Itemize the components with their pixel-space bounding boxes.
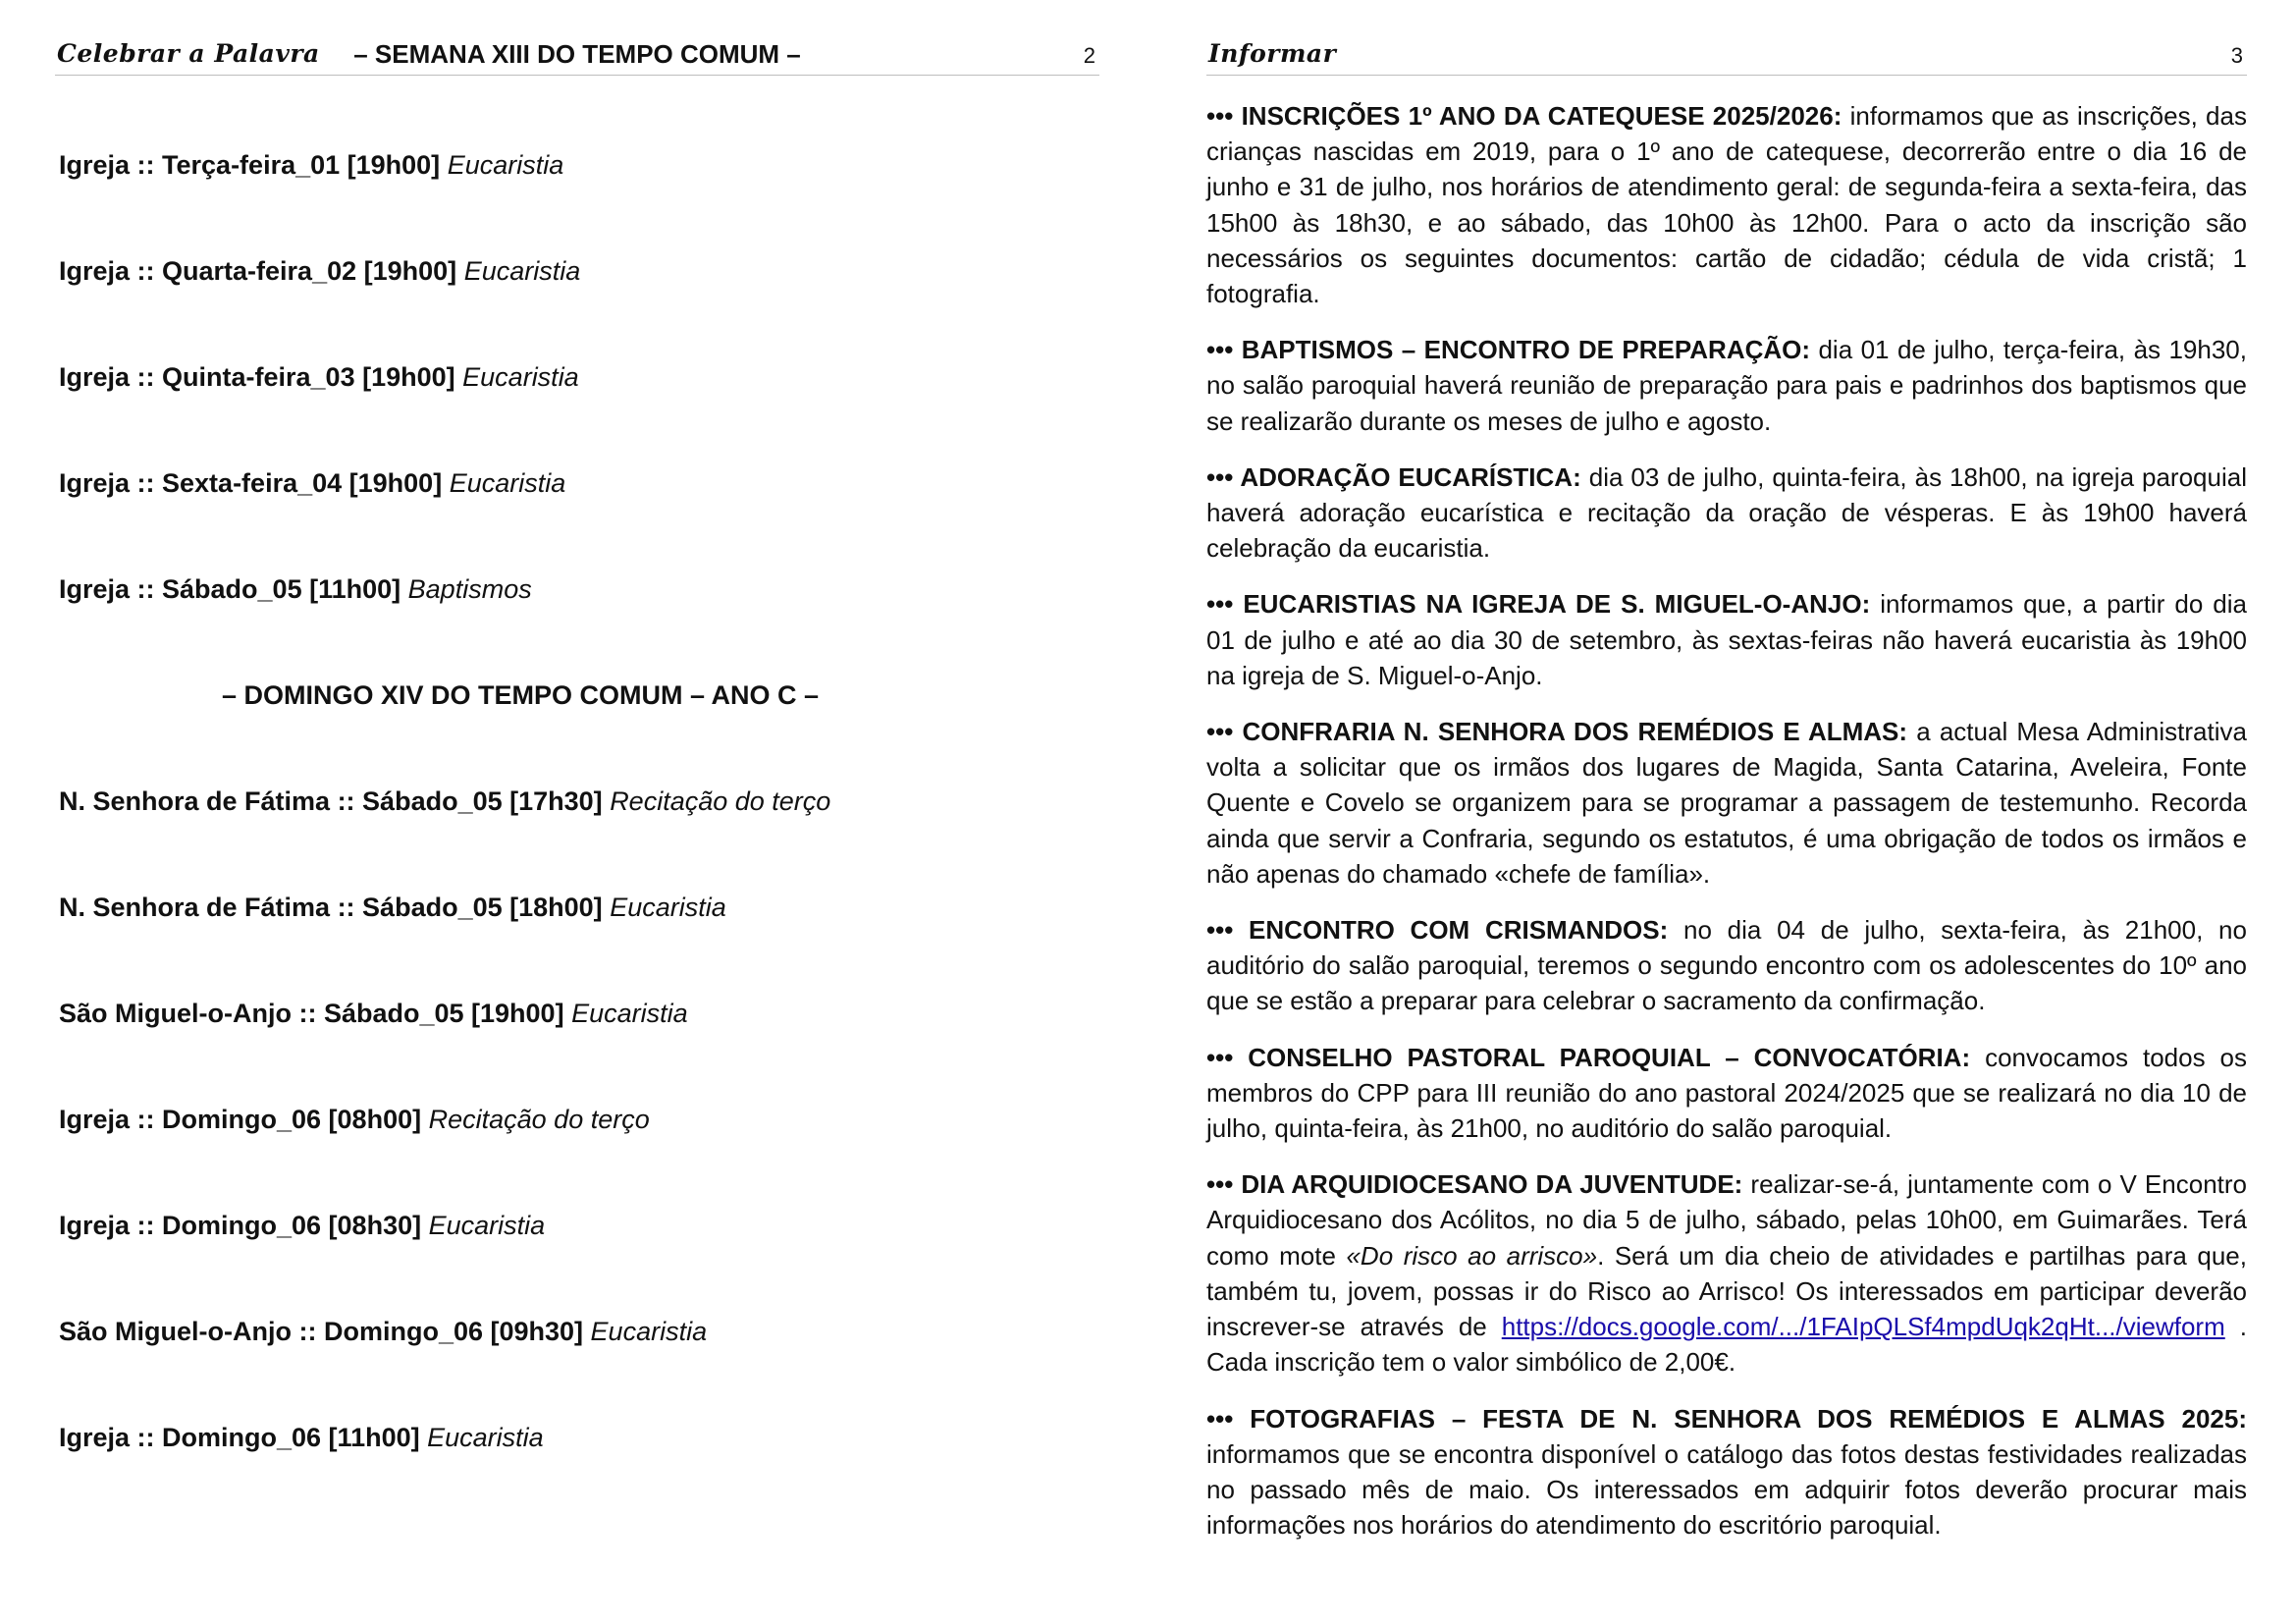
- schedule-celebration: Recitação do terço: [428, 1105, 650, 1134]
- notice-title: DIA ARQUIDIOCESANO DA JUVENTUDE:: [1241, 1169, 1743, 1200]
- notice-text: informamos que as inscrições, das crianças nascidas em 2019, para o 1º ano de catequese, decorrerão entre o dia 16 de junho e 31 de julho, nos horários de atendimento geral: de segunda-feira a sexta-feira, das 15h00 às 18h30, e ao sábado, das 10h00 às 12h00. Para o acto da inscrição são necessários os seguintes documentos: cartão de cidadão; cédula de vida cristã; 1 fotografia.: [1206, 101, 2247, 309]
- schedule-celebration: Eucaristia: [447, 150, 564, 180]
- notice-text: informamos que, a partir do dia 01 de julho e até ao dia 30 de setembro, às sextas-feiras não haverá eucaristia às 19h00 na igreja de S. Miguel-o-Anjo.: [1206, 589, 2247, 690]
- notice-title: EUCARISTIAS NA IGREJA DE S. MIGUEL-O-ANJO:: [1243, 589, 1871, 620]
- notice-title: FOTOGRAFIAS – FESTA DE N. SENHORA DOS REMÉDIOS E ALMAS 2025:: [1250, 1403, 2247, 1434]
- schedule-celebration: Eucaristia: [571, 999, 688, 1028]
- schedule-location: São Miguel-o-Anjo :: Sábado_05 [19h00]: [59, 999, 564, 1028]
- bullet-icon: •••: [1206, 101, 1234, 131]
- schedule-location: Igreja :: Terça-feira_01 [19h00]: [59, 150, 441, 180]
- schedule-location: Igreja :: Domingo_06 [11h00]: [59, 1423, 420, 1452]
- schedule-celebration: Eucaristia: [462, 362, 579, 392]
- notice-item: [1206, 98, 2247, 311]
- notice-title: CONSELHO PASTORAL PAROQUIAL – CONVOCATÓRIA:: [1248, 1042, 1971, 1072]
- notice-text: a actual Mesa Administrativa volta a solicitar que os irmãos dos lugares de Magida, Santa Catarina, Aveleira, Fonte Quente e Covelo se organizem para se programar a passagem de testemunho. Recorda ainda que servir a Confraria, segundo os estatutos, é uma obrigação de todos os irmãos e não apenas do chamado «chefe de família».: [1206, 717, 2247, 889]
- notice-item: [1206, 1401, 2247, 1543]
- notice-title: INSCRIÇÕES 1º ANO DA CATEQUESE 2025/2026:: [1241, 101, 1842, 131]
- schedule-location: Igreja :: Quinta-feira_03 [19h00]: [59, 362, 455, 392]
- right-page: [1148, 0, 2296, 1624]
- notice-item: [1206, 714, 2247, 892]
- notice-item: [1206, 332, 2247, 439]
- schedule-item: [59, 996, 1099, 1102]
- notice-item: [1206, 460, 2247, 567]
- schedule-location: N. Senhora de Fátima :: Sábado_05 [17h30]: [59, 786, 603, 816]
- schedule-celebration: Eucaristia: [427, 1423, 544, 1452]
- notice-text: convocamos todos os membros do CPP para III reunião do ano pastoral 2024/2025 que se realizará no dia 10 de julho, quinta-feira, às 21h00, no auditório do salão paroquial.: [1206, 1042, 2247, 1144]
- notice-motto: «Do risco ao arrisco»: [1346, 1240, 1598, 1271]
- registration-link[interactable]: https://docs.google.com/.../1FAIpQLSf4mpdUqk2qHt.../viewform: [1501, 1312, 2225, 1342]
- notice-text-continued: . Será um dia cheio de atividades e partilhas para que, também tu, jovem, possas ir do Risco ao Arrisco! Os interessados em participar deverão inscrever-se através de: [1206, 1240, 2247, 1342]
- notice-text: dia 03 de julho, quinta-feira, às 18h00, na igreja paroquial haverá adoração eucarística e recitação da oração de vésperas. E às 19h00 haverá celebração da eucaristia.: [1206, 461, 2247, 564]
- schedule-item: [59, 1102, 1099, 1208]
- schedule-celebration: Eucaristia: [610, 893, 726, 922]
- notice-text: realizar-se-á, juntamente com o V Encontro Arquidiocesano dos Acólitos, no dia 5 de julho, sábado, pelas 10h00, em Guimarães. Terá como mote: [1206, 1169, 2247, 1271]
- page-number: 2: [1083, 43, 1095, 68]
- notice-title: CONFRARIA N. SENHORA DOS REMÉDIOS E ALMAS:: [1242, 717, 1908, 747]
- schedule-celebration: Eucaristia: [428, 1211, 546, 1240]
- schedule-location: Igreja :: Sábado_05 [11h00]: [59, 574, 401, 604]
- bullet-icon: •••: [1206, 1169, 1234, 1200]
- bullet-icon: •••: [1206, 1403, 1234, 1434]
- right-header: [1206, 39, 2247, 76]
- week-title: – SEMANA XIII DO TEMPO COMUM –: [353, 39, 801, 69]
- sunday-heading: – DOMINGO XIV DO TEMPO COMUM – ANO C –: [221, 680, 820, 710]
- schedule-celebration: Baptismos: [407, 574, 532, 604]
- schedule-list: [59, 147, 1099, 1526]
- notices-list: [1206, 98, 2247, 1563]
- notice-text-end: . Cada inscrição tem o valor simbólico de 2,00€.: [1206, 1312, 2247, 1378]
- notice-item: [1206, 586, 2247, 693]
- schedule-item: [59, 784, 1099, 890]
- schedule-item: [59, 465, 1099, 571]
- schedule-location: Igreja :: Sexta-feira_04 [19h00]: [59, 468, 443, 498]
- notice-text: dia 01 de julho, terça-feira, às 19h30, no salão paroquial haverá reunião de preparação para pais e padrinhos dos baptismos que se realizarão durante os meses de julho e agosto.: [1206, 335, 2247, 436]
- notice-text: informamos que se encontra disponível o catálogo das fotos destas festividades realizadas no passado mês de maio. Os interessados em adquirir fotos deverão procurar mais informações nos horários do atendimento do escritório paroquial.: [1206, 1438, 2247, 1541]
- schedule-item: [59, 1314, 1099, 1420]
- schedule-location: São Miguel-o-Anjo :: Domingo_06 [09h30]: [59, 1317, 584, 1346]
- schedule-item: [59, 571, 1099, 677]
- bullet-icon: •••: [1206, 589, 1234, 620]
- schedule-item: [59, 147, 1099, 253]
- schedule-item: [59, 253, 1099, 359]
- schedule-location: N. Senhora de Fátima :: Sábado_05 [18h00]: [59, 893, 603, 922]
- notice-title: BAPTISMOS – ENCONTRO DE PREPARAÇÃO:: [1241, 335, 1811, 365]
- schedule-item: [59, 890, 1099, 996]
- bullet-icon: •••: [1206, 1042, 1234, 1072]
- page-number: 3: [2230, 43, 2243, 68]
- notice-item: [1206, 1040, 2247, 1147]
- bullet-icon: •••: [1206, 461, 1234, 492]
- notice-title: ENCONTRO COM CRISMANDOS:: [1249, 915, 1669, 946]
- schedule-item: [59, 1208, 1099, 1314]
- bullet-icon: •••: [1206, 915, 1234, 946]
- schedule-celebration: Eucaristia: [463, 256, 581, 286]
- schedule-location: Igreja :: Quarta-feira_02 [19h00]: [59, 256, 457, 286]
- bullet-icon: •••: [1206, 335, 1234, 365]
- schedule-item: [59, 1420, 1099, 1526]
- running-title: Celebrar a Palavra: [57, 39, 320, 68]
- schedule-celebration: Eucaristia: [449, 468, 566, 498]
- notice-item: [1206, 1166, 2247, 1380]
- notice-title: ADORAÇÃO EUCARÍSTICA:: [1240, 461, 1581, 492]
- notice-item: [1206, 912, 2247, 1019]
- running-title: Informar: [1208, 39, 1337, 68]
- schedule-celebration: Eucaristia: [590, 1317, 708, 1346]
- schedule-item: [59, 359, 1099, 465]
- notice-text: no dia 04 de julho, sexta-feira, às 21h00, no auditório do salão paroquial, teremos o segundo encontro com os adolescentes do 10º ano que se estão a preparar para celebrar o sacramento da confirmação.: [1206, 915, 2247, 1016]
- schedule-location: Igreja :: Domingo_06 [08h30]: [59, 1211, 422, 1240]
- left-header: [55, 39, 1099, 76]
- bullet-icon: •••: [1206, 717, 1234, 747]
- schedule-celebration: Recitação do terço: [610, 786, 831, 816]
- schedule-location: Igreja :: Domingo_06 [08h00]: [59, 1105, 422, 1134]
